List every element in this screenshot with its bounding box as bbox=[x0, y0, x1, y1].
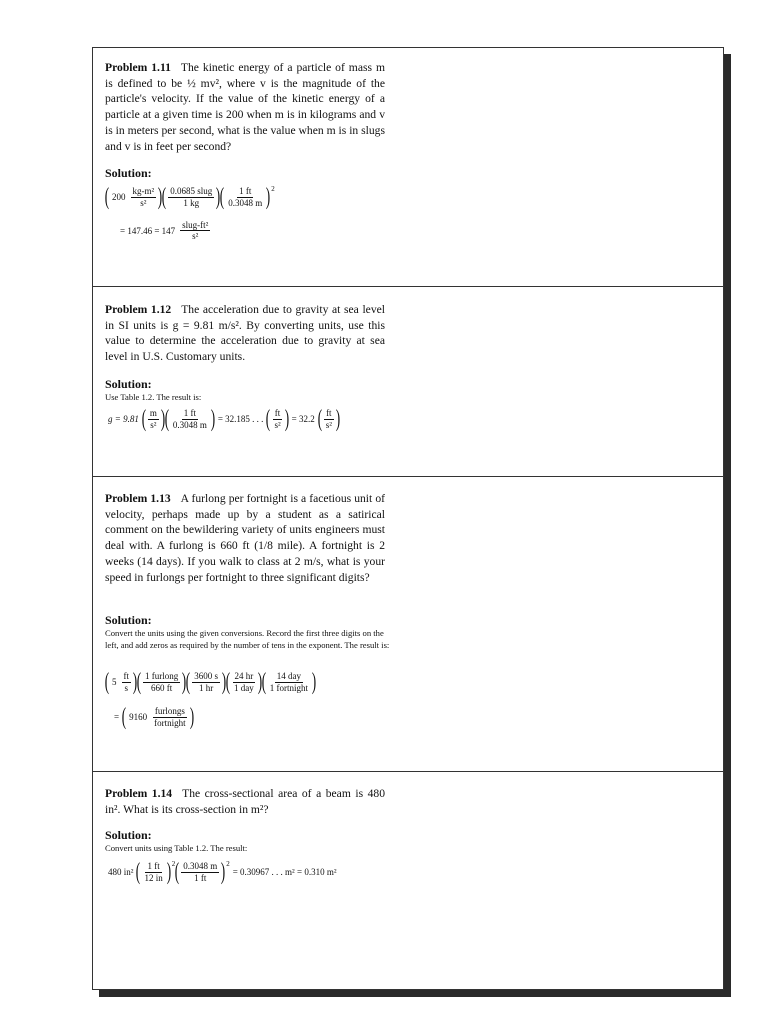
eq-fraction bbox=[268, 671, 310, 693]
eq-mid: = 32.185 . . . bbox=[217, 414, 264, 424]
fraction-denominator: 1 ft bbox=[194, 872, 207, 883]
fraction-numerator: 1 ft bbox=[239, 186, 252, 197]
eq-fraction bbox=[272, 408, 282, 430]
equation-line-1 bbox=[105, 670, 316, 694]
problem-1-13 bbox=[93, 477, 723, 772]
equation-line-1 bbox=[105, 407, 340, 431]
fraction-denominator: 660 ft bbox=[151, 682, 173, 693]
fraction-numerator: m bbox=[149, 408, 157, 419]
paren: ( bbox=[225, 669, 231, 695]
fraction-numerator: ft bbox=[123, 671, 129, 682]
paren: ( bbox=[186, 669, 191, 695]
fraction-denominator: s² bbox=[274, 419, 281, 430]
problem-statement bbox=[105, 60, 385, 154]
solution-heading: Solution: bbox=[105, 613, 152, 627]
paren: ( bbox=[220, 184, 225, 210]
eq-fraction bbox=[192, 671, 220, 693]
eq-fraction bbox=[181, 861, 219, 883]
fraction-numerator: 0.0685 slug bbox=[170, 186, 213, 197]
paren: ( bbox=[266, 406, 271, 432]
fraction-numerator: slug-ft² bbox=[182, 220, 209, 230]
paren: ) bbox=[182, 669, 187, 695]
fraction-numerator: furlongs bbox=[154, 706, 185, 717]
solution-heading: Solution: bbox=[105, 828, 152, 842]
paren: ( bbox=[141, 406, 147, 432]
fraction-denominator: s² bbox=[325, 419, 332, 430]
paren: ( bbox=[136, 859, 141, 885]
fraction-numerator: 14 day bbox=[276, 671, 302, 682]
paren: ) bbox=[284, 406, 289, 432]
solution-heading: Solution: bbox=[105, 166, 152, 180]
fraction-numerator: ft bbox=[274, 408, 281, 419]
paren: ( bbox=[136, 669, 142, 695]
problem-statement bbox=[105, 786, 385, 817]
statement-text: The cross-sectional area of a beam is 480 in². What is its cross-section in m²? bbox=[105, 787, 385, 816]
paren: ) bbox=[210, 406, 216, 432]
paren: ) bbox=[166, 859, 171, 885]
fraction-numerator: 3600 s bbox=[194, 671, 219, 682]
statement-text: The acceleration due to gravity at sea level in SI units is g = 9.81 m/s². By converting units, use this value to determine the acceleration due to gravity at sea level in U.S. Customary units. bbox=[105, 303, 385, 364]
eq-lhs: g = 9.81 bbox=[108, 414, 139, 424]
paren: ( bbox=[104, 669, 110, 695]
fraction-numerator: 0.3048 m bbox=[183, 861, 218, 872]
eq-fraction bbox=[180, 220, 210, 242]
equation-line-1 bbox=[105, 185, 275, 209]
paren: ) bbox=[311, 669, 317, 695]
problem-1-14 bbox=[93, 772, 723, 989]
eq-fraction bbox=[142, 861, 164, 883]
fraction-numerator: ft bbox=[326, 408, 332, 419]
paren: ( bbox=[261, 669, 266, 695]
problem-label: Problem 1.13 bbox=[105, 492, 171, 505]
paren: ) bbox=[132, 669, 138, 695]
fraction-numerator: 24 hr bbox=[234, 671, 254, 682]
fraction-numerator: 1 ft bbox=[183, 408, 196, 419]
paren: ( bbox=[317, 406, 322, 432]
paren: ) bbox=[189, 704, 194, 730]
document-page bbox=[92, 47, 724, 990]
paren: ) bbox=[221, 859, 226, 885]
paren: ) bbox=[335, 406, 341, 432]
fraction-numerator: 1 ft bbox=[147, 861, 160, 872]
eq-fraction bbox=[143, 671, 180, 693]
paren: ( bbox=[104, 184, 110, 210]
fraction-denominator: 1 day bbox=[234, 682, 254, 693]
eq-fraction bbox=[131, 186, 157, 208]
solution-heading: Solution: bbox=[105, 377, 152, 391]
eq-term: 9160 bbox=[129, 712, 148, 722]
paren: ( bbox=[121, 704, 127, 730]
paren: ) bbox=[158, 184, 163, 210]
eq-fraction bbox=[122, 671, 132, 693]
eq-fraction bbox=[171, 408, 209, 430]
problem-1-12 bbox=[93, 287, 723, 477]
paren: ( bbox=[175, 859, 180, 885]
fraction-denominator: s² bbox=[192, 231, 199, 242]
eq-exponent: 2 bbox=[171, 860, 176, 868]
eq-exponent: 2 bbox=[226, 860, 230, 868]
problem-statement bbox=[105, 491, 385, 585]
paren: ( bbox=[162, 184, 167, 210]
fraction-denominator: 1 fortnight bbox=[269, 682, 309, 693]
fraction-denominator: 0.3048 m bbox=[172, 419, 207, 430]
eq-fraction bbox=[226, 186, 264, 208]
eq-fraction bbox=[168, 186, 214, 208]
equation-line-1 bbox=[105, 860, 340, 884]
paren: ) bbox=[160, 406, 166, 432]
paren: ) bbox=[257, 669, 262, 695]
eq-term: 200 bbox=[112, 192, 126, 202]
equation-line-2 bbox=[117, 220, 212, 242]
solution-text: Use Table 1.2. The result is: bbox=[105, 392, 202, 402]
problem-label: Problem 1.12 bbox=[105, 303, 172, 316]
statement-text: A furlong per fortnight is a facetious unit of velocity, perhaps made up by a student as a satirical comment on the bewildering variety of units engineers must deal with. A furlong is 660 ft (1/8 mile). A fortnight is 2 weeks (14 days). If you walk to class at 2 m/s, what is your speed in furlongs per fortnight to three significant digits? bbox=[105, 492, 385, 584]
fraction-numerator: kg-m² bbox=[132, 186, 155, 197]
eq-result: = bbox=[114, 712, 120, 722]
fraction-numerator: 1 furlong bbox=[145, 671, 179, 682]
fraction-denominator: s bbox=[124, 682, 128, 693]
eq-lhs: 480 in² bbox=[108, 867, 134, 877]
equation-line-2 bbox=[111, 705, 194, 729]
solution-text: Convert units using Table 1.2. The result: bbox=[105, 843, 248, 853]
eq-fraction bbox=[148, 408, 159, 430]
statement-text: The kinetic energy of a particle of mass m is defined to be ½ mv², where v is the magnitude of the particle's velocity. If the value of the kinetic energy of a particle at a given time is 200 when m is in kilograms and v is in meters per second, what is the value when m is in slugs and v is in feet per second? bbox=[105, 61, 385, 153]
eq-term: 5 bbox=[112, 677, 117, 687]
paren: ) bbox=[266, 184, 271, 210]
eq-result: = 0.30967 . . . m² = 0.310 m² bbox=[232, 867, 337, 877]
fraction-denominator: fortnight bbox=[154, 717, 186, 728]
fraction-denominator: 1 kg bbox=[183, 197, 200, 208]
paren: ( bbox=[164, 406, 170, 432]
problem-label: Problem 1.11 bbox=[105, 61, 171, 74]
problem-statement bbox=[105, 302, 385, 365]
eq-fraction bbox=[232, 671, 256, 693]
fraction-denominator: 1 hr bbox=[199, 682, 214, 693]
problem-label: Problem 1.14 bbox=[105, 787, 173, 800]
problem-1-11 bbox=[93, 48, 723, 287]
eq-result: = 147.46 = 147 bbox=[120, 225, 176, 236]
eq-mid: = 32.2 bbox=[291, 414, 315, 424]
fraction-denominator: 0.3048 m bbox=[228, 197, 263, 208]
eq-exponent: 2 bbox=[271, 185, 275, 193]
paren: ) bbox=[216, 184, 221, 210]
fraction-denominator: 12 in bbox=[144, 872, 163, 883]
fraction-denominator: s² bbox=[150, 419, 157, 430]
paren: ) bbox=[221, 669, 227, 695]
eq-fraction bbox=[324, 408, 334, 430]
solution-text: Convert the units using the given conversions. Record the first three digits on the left, and add zeros as required by the number of tens in the exponent. The result is: bbox=[105, 628, 390, 650]
fraction-denominator: s² bbox=[140, 197, 147, 208]
eq-fraction bbox=[152, 706, 188, 728]
